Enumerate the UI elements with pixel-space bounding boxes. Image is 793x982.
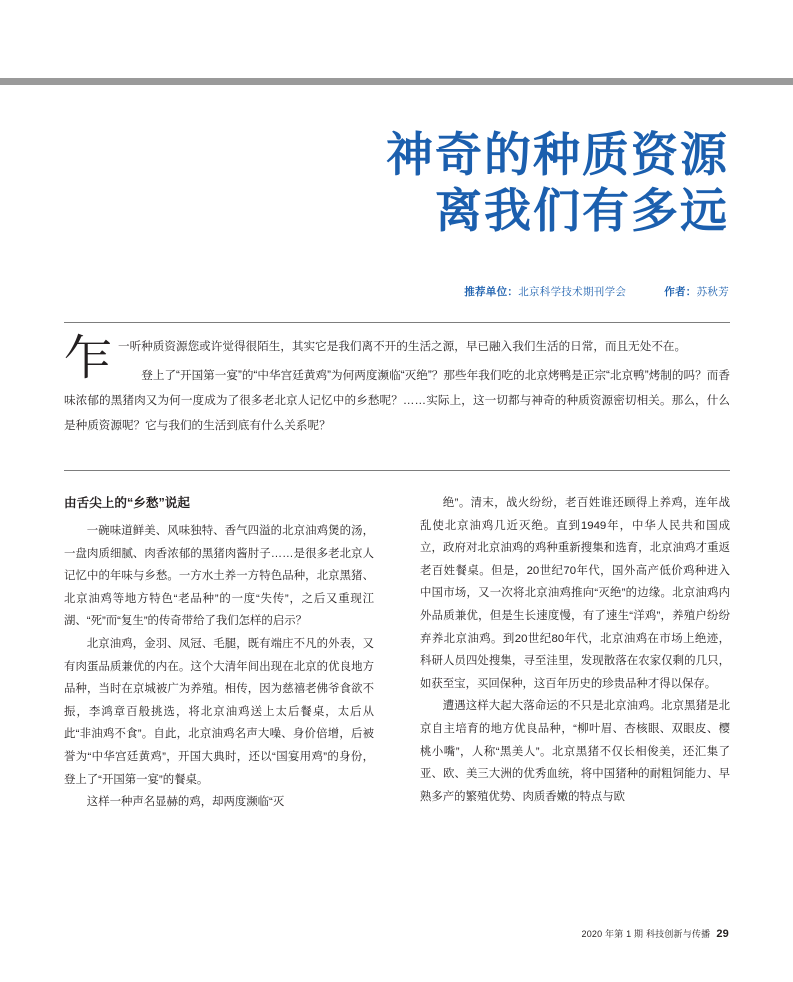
section-heading: 由舌尖上的“乡愁”说起	[64, 496, 190, 510]
right-paragraph-1: 绝”。清末，战火纷纷，老百姓谁还顾得上养鸡，连年战乱使北京油鸡几近灭绝。直到1949年，中华人民共和国成立，政府对北京油鸡的鸡种重新搜集和选育，北京油鸡才重返老百姓餐桌。但是，20世纪70年代，国外高产低价鸡种进入中国市场，又一次将北京油鸡推向“灭绝”的边缘。北京油鸡内外品质兼优，但是生长速度慢，有了速生“洋鸡”，养殖户纷纷弃养北京油鸡。到20世纪80年代，北京油鸡在市场上绝迹，科研人员四处搜集，寻至洼里，发现散落在农家仅剩的几只，如获至宝，买回保种，这百年历史的珍贵品种才得以保存。	[420, 497, 730, 690]
page-number: 29	[716, 928, 729, 940]
drop-cap: 乍	[64, 330, 113, 386]
author-label: 作者：	[664, 286, 697, 298]
title-line-2: 离我们有多远	[435, 184, 729, 239]
footer-issue: 2020 年第 1 期 科技创新与传播	[581, 929, 711, 939]
lede-paragraph-1: 一听种质资源您或许觉得很陌生，其实它是我们离不开的生活之源，早已融入我们生活的日常，而且无处不在。	[118, 340, 687, 353]
lede-paragraph-2: 登上了“开国第一宴”的“中华宫廷黄鸡”为何两度濒临“灭绝”？那些年我们吃的北京烤鸭是正宗“北京鸭”烤制的吗？而香味浓郁的黑猪肉又为何一度成为了很多老北京人记忆中的乡愁呢？……实际上，这一切都与神奇的种质资源密切相关。那么，什么是种质资源呢？它与我们的生活到底有什么关系呢？	[64, 369, 730, 432]
recommend-label: 推荐单位：	[464, 286, 519, 298]
title-line-1: 神奇的种质资源	[386, 128, 729, 183]
article-title	[109, 128, 729, 240]
lede-top-divider	[64, 322, 730, 323]
recommend-value: 北京科学技术期刊学会	[518, 286, 627, 298]
right-paragraph-2: 遭遇这样大起大落命运的不只是北京油鸡。北京黑猪是北京自主培育的地方优良品种，“柳叶眉、杏核眼、双眼皮、樱桃小嘴”，人称“黑美人”。北京黑猪不仅长相俊美，还汇集了亚、欧、美三大洲的优秀血统，将中国猪种的耐粗饲能力、早熟多产的繁殖优势、肉质香嫩的特点与欧	[420, 700, 730, 803]
lede-bottom-divider	[64, 470, 730, 471]
left-paragraph-1: 一碗味道鲜美、风味独特、香气四溢的北京油鸡煲的汤，一盘肉质细腻、肉香浓郁的黑猪肉酱肘子……是很多老北京人记忆中的年味与乡愁。一方水土养一方特色品种，北京黑猪、北京油鸡等地方特色“老品种”的一度“失传”，之后又重现江湖、“死”而“复生”的传奇带给了我们怎样的启示？	[64, 525, 374, 628]
author-value: 苏秋芳	[696, 286, 729, 298]
column-right	[420, 492, 730, 808]
column-left	[64, 492, 374, 814]
body-columns	[64, 492, 730, 892]
left-paragraph-3: 这样一种声名显赫的鸡，却两度濒临“灭	[86, 796, 285, 809]
header-rule	[0, 78, 793, 85]
page-footer	[582, 927, 729, 940]
article-lede	[64, 330, 730, 438]
left-paragraph-2: 北京油鸡，金羽、凤冠、毛腿，既有端庄不凡的外表，又有肉蛋品质兼优的内在。这个大清年间出现在北京的优良地方品种，当时在京城被广为养殖。相传，因为慈禧老佛爷食欲不振，李鸿章百般挑选，将北京油鸡送上太后餐桌，太后从此“非油鸡不食”。自此，北京油鸡名声大噪、身价倍增，后被誉为“中华宫廷黄鸡”，开国大典时，还以“国宴用鸡”的身份，登上了“开国第一宴”的餐桌。	[64, 637, 374, 786]
article-credits	[109, 284, 729, 299]
